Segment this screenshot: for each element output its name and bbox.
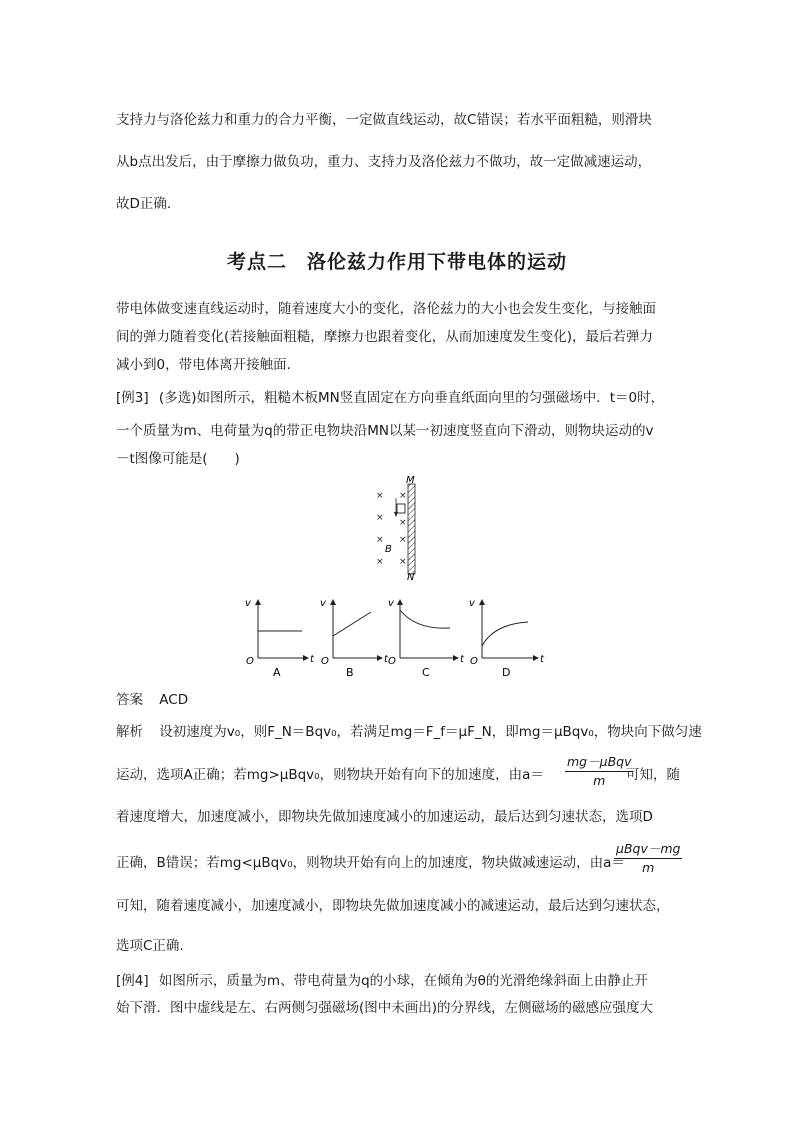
curve-b bbox=[333, 612, 371, 636]
curve-c bbox=[400, 610, 450, 628]
label-n: N bbox=[407, 572, 415, 582]
example-4-label: [例4] bbox=[116, 973, 149, 989]
fraction-1-numerator: mg－μBqv bbox=[565, 752, 633, 772]
analysis-line-2 bbox=[116, 763, 544, 783]
graph-d-letter: D bbox=[502, 666, 511, 679]
svg-text:t: t bbox=[540, 654, 544, 665]
analysis-text: 正确，B错误；若mg<μBqv₀，则物块开始有向上的加速度，物块做减速运动，由a＝ bbox=[116, 855, 625, 871]
svg-text:×: × bbox=[376, 513, 384, 523]
block bbox=[397, 504, 405, 513]
svg-text:×: × bbox=[376, 535, 384, 545]
analysis-text: 可知，随 bbox=[626, 767, 680, 783]
text-line: －t图像可能是( ) bbox=[116, 451, 240, 467]
svg-text:×: × bbox=[399, 491, 407, 501]
fraction-1-denominator: m bbox=[593, 773, 606, 788]
fraction-2 bbox=[614, 839, 682, 875]
svg-text:×: × bbox=[399, 557, 407, 567]
svg-text:v: v bbox=[388, 598, 394, 609]
fraction-1 bbox=[565, 752, 633, 788]
analysis-line-4 bbox=[116, 851, 625, 871]
vt-graphs bbox=[236, 594, 556, 680]
svg-text:v: v bbox=[245, 598, 251, 609]
example-4-line-1 bbox=[116, 969, 648, 989]
example-3-text: (多选)如图所示，粗糙木板MN竖直固定在方向垂直纸面向里的匀强磁场中．t＝0时， bbox=[158, 390, 665, 406]
text-line: 减小到0，带电体离开接触面. bbox=[116, 357, 291, 373]
text-line: 故D正确. bbox=[116, 196, 172, 212]
analysis-text: 运动，选项A正确；若mg>μBqv₀，则物块开始有向下的加速度，由a＝ bbox=[116, 767, 544, 783]
graph-a bbox=[245, 598, 315, 679]
graph-a-letter: A bbox=[273, 666, 281, 679]
graph-b bbox=[320, 598, 389, 679]
text-line: 一个质量为m、电荷量为q的带正电物块沿MN以某一初速度竖直向下滑动，则物块运动的v bbox=[116, 423, 654, 439]
analysis-line-5: 可知，随着速度减小，加速度减小，即物块先做加速度减小的减速运动，最后达到匀速状态， bbox=[116, 898, 670, 914]
graph-c bbox=[388, 598, 465, 679]
graph-b-letter: B bbox=[346, 666, 354, 679]
svg-text:×: × bbox=[376, 491, 384, 501]
svg-text:t: t bbox=[460, 654, 464, 665]
section-title: 考点二 洛伦兹力作用下带电体的运动 bbox=[226, 251, 567, 273]
label-b: B bbox=[385, 544, 392, 555]
analysis-text: 设初速度为v₀，则F_N＝Bqv₀，若满足mg＝F_f＝μF_N，即mg＝μBqv₀，物块向下做匀速 bbox=[159, 724, 702, 740]
answer-line bbox=[116, 688, 188, 708]
svg-text:O: O bbox=[470, 656, 478, 667]
analysis-label: 解析 bbox=[116, 724, 143, 740]
svg-text:×: × bbox=[376, 557, 384, 567]
text-line: 从b点出发后，由于摩擦力做负功，重力、支持力及洛伦兹力不做功，故一定做减速运动， bbox=[116, 154, 652, 170]
svg-text:×: × bbox=[399, 535, 407, 545]
svg-text:v: v bbox=[320, 598, 326, 609]
board-mn bbox=[408, 484, 415, 574]
svg-text:v: v bbox=[469, 598, 475, 609]
text-line: 始下滑．图中虚线是左、右两侧匀强磁场(图中未画出)的分界线，左侧磁场的磁感应强度大 bbox=[116, 1000, 654, 1016]
svg-text:O: O bbox=[388, 656, 396, 667]
graph-d bbox=[469, 598, 545, 679]
fraction-2-denominator: m bbox=[642, 860, 655, 875]
text-line: 支持力与洛伦兹力和重力的合力平衡，一定做直线运动，故C错误；若水平面粗糙，则滑块 bbox=[116, 112, 652, 128]
svg-text:t: t bbox=[310, 654, 314, 665]
board-figure bbox=[366, 472, 426, 582]
fraction-2-numerator: μBqv－mg bbox=[614, 839, 682, 859]
svg-text:O: O bbox=[246, 656, 254, 667]
label-m: M bbox=[406, 475, 415, 486]
text-line: 带电体做变速直线运动时，随着速度大小的变化，洛伦兹力的大小也会发生变化，与接触面 bbox=[116, 301, 656, 317]
graph-c-letter: C bbox=[422, 666, 430, 679]
svg-text:t: t bbox=[384, 654, 388, 665]
analysis-line-3: 着速度增大，加速度减小，即物块先做加速度减小的加速运动，最后达到匀速状态，选项D bbox=[116, 809, 653, 825]
svg-text:×: × bbox=[399, 518, 407, 528]
analysis-line-1 bbox=[116, 720, 702, 740]
svg-text:O: O bbox=[321, 656, 329, 667]
answer-label: 答案 bbox=[116, 692, 143, 708]
answer-value: ACD bbox=[159, 692, 189, 708]
example-3-label: [例3] bbox=[116, 390, 149, 406]
field-crosses bbox=[376, 491, 407, 567]
curve-d bbox=[482, 622, 528, 646]
example-4-text: 如图所示，质量为m、带电荷量为q的小球，在倾角为θ的光滑绝缘斜面上由静止开 bbox=[158, 973, 648, 989]
text-line: 间的弹力随着变化(若接触面粗糙，摩擦力也跟着变化，从而加速度发生变化)，最后若弹力 bbox=[116, 329, 654, 345]
example-3-line-1 bbox=[116, 386, 664, 406]
analysis-line-6: 选项C正确. bbox=[116, 938, 184, 954]
